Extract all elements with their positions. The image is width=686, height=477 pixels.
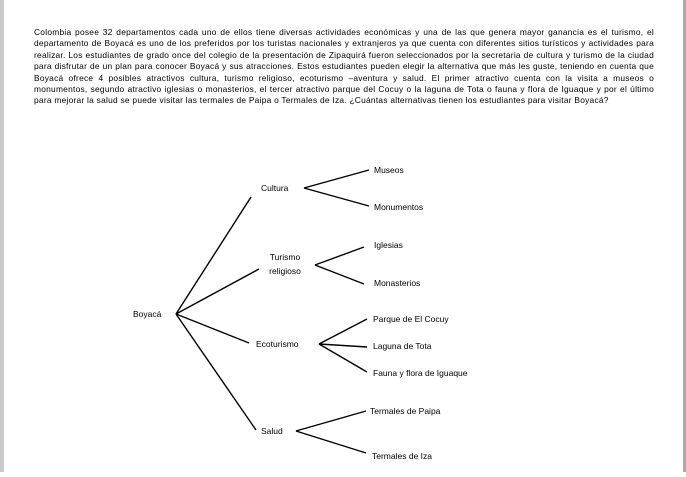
- connector-turismo-monasterios: [315, 265, 364, 284]
- leaf-parque-cocuy: Parque de El Cocuy: [373, 314, 449, 324]
- leaf-monumentos: Monumentos: [374, 202, 424, 212]
- leaf-termales-paipa: Termales de Paipa: [370, 406, 441, 416]
- connector-turismo-iglesias: [315, 247, 364, 265]
- connector-cultura-monumentos: [304, 188, 369, 206]
- document-page: [4, 0, 683, 472]
- branch-salud: Salud: [261, 426, 283, 436]
- connector-salud-paipa: [296, 411, 366, 431]
- connector-salud-iza: [296, 431, 366, 453]
- connector-root-ecoturismo: [176, 314, 249, 343]
- branch-turismo-line2: religioso: [269, 266, 301, 276]
- tree-root-node: Boyacá: [133, 309, 162, 319]
- connector-ecoturismo-cocuy: [319, 319, 367, 344]
- branch-turismo-line1: Turismo: [269, 252, 301, 262]
- branch-turismo-religioso: [262, 250, 308, 278]
- connector-root-turismo: [176, 269, 259, 314]
- connector-ecoturismo-iguaque: [319, 344, 367, 372]
- connector-root-salud: [176, 314, 256, 430]
- leaf-iglesias: Iglesias: [374, 240, 403, 250]
- leaf-museos: Museos: [374, 165, 404, 175]
- connector-ecoturismo-tota: [319, 344, 367, 347]
- branch-ecoturismo: Ecoturismo: [256, 339, 299, 349]
- leaf-termales-iza: Termales de Iza: [372, 451, 432, 461]
- branch-cultura: Cultura: [261, 183, 289, 193]
- problem-paragraph: Colombia posee 32 departamentos cada uno de ellos tiene diversas actividades económicas y una de las que genera mayor ganancia es el turismo, el departamento de Boyacá es uno de los preferidos por los turistas nacionales y extranjeros ya que cuenta con diferentes sitios turísticos y actividades para realizar. Los estudiantes de grado once del colegio de la presentación de Zipaquirá fueron seleccionados por la secretaria de cultura y turismo de la ciudad para disfrutar de un plan para conocer Boyacá y sus atracciones. Estos estudiantes pueden elegir la alternativa que más les guste, teniendo en cuenta que Boyacá ofrece 4 posibles atractivos cultura, turismo religioso, ecoturismo –aventura y salud. El primer atractivo cuenta con la visita a museos o monumentos, segundo atractivo iglesias o monasterios, el tercer atractivo parque del Cocuy o la laguna de Tota o fauna y flora de Iguaque y por el último para mejorar la salud se puede visitar las termales de Paipa o Termales de Iza. ¿Cuántas alternativas tienen los estudiantes para visitar Boyacá?: [34, 27, 654, 106]
- leaf-laguna-tota: Laguna de Tota: [373, 341, 432, 351]
- connector-root-cultura: [176, 197, 251, 314]
- leaf-fauna-flora-iguaque: Fauna y flora de Iguaque: [373, 368, 468, 378]
- connector-cultura-museos: [304, 170, 369, 188]
- tree-diagram: [4, 0, 683, 472]
- leaf-monasterios: Monasterios: [374, 278, 421, 288]
- tree-connector-lines: [4, 0, 683, 472]
